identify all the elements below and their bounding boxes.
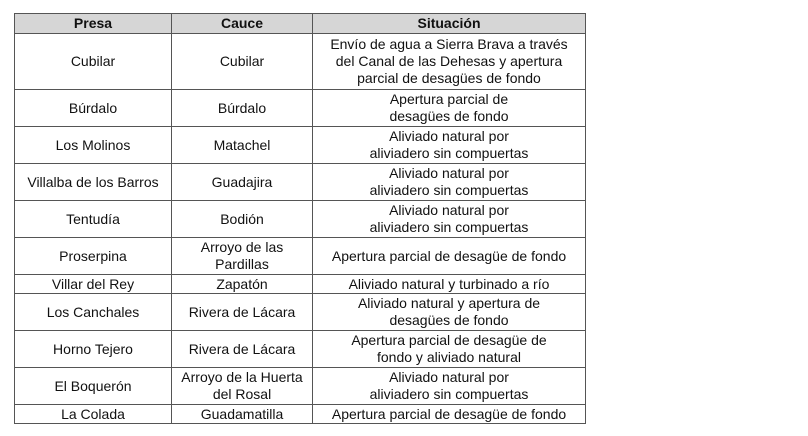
table-row (15, 164, 586, 201)
cell-cauce: Matachel (172, 127, 313, 164)
cell-cauce: Rivera de Lácara (172, 331, 313, 368)
table-row (15, 238, 586, 275)
header-cauce: Cauce (172, 14, 313, 34)
cell-cauce: Bodión (172, 201, 313, 238)
table-row (15, 201, 586, 238)
cell-situacion: Apertura parcial de desagüe de fondo (313, 405, 586, 424)
table-row (15, 127, 586, 164)
header-presa: Presa (15, 14, 172, 34)
dam-status-table (14, 13, 586, 424)
header-row (15, 14, 586, 34)
cell-situacion: Aliviado natural por aliviadero sin compuertas (313, 127, 586, 164)
cell-presa: Villar del Rey (15, 275, 172, 294)
cell-presa: Horno Tejero (15, 331, 172, 368)
cell-situacion: Apertura parcial de desagües de fondo (313, 90, 586, 127)
header-situacion: Situación (313, 14, 586, 34)
cell-presa: Tentudía (15, 201, 172, 238)
table-row (15, 90, 586, 127)
cell-situacion: Aliviado natural y apertura de desagües de fondo (313, 294, 586, 331)
cell-presa: Cubilar (15, 34, 172, 90)
table-row (15, 275, 586, 294)
table-row (15, 405, 586, 424)
cell-situacion: Envío de agua a Sierra Brava a través del Canal de las Dehesas y apertura parcial de desagües de fondo (313, 34, 586, 90)
cell-presa: Búrdalo (15, 90, 172, 127)
cell-cauce: Rivera de Lácara (172, 294, 313, 331)
cell-cauce: Zapatón (172, 275, 313, 294)
cell-cauce: Búrdalo (172, 90, 313, 127)
cell-situacion: Aliviado natural por aliviadero sin compuertas (313, 164, 586, 201)
cell-presa: Villalba de los Barros (15, 164, 172, 201)
cell-situacion: Aliviado natural por aliviadero sin compuertas (313, 201, 586, 238)
cell-cauce: Arroyo de la Huerta del Rosal (172, 368, 313, 405)
table-row (15, 368, 586, 405)
cell-situacion: Aliviado natural y turbinado a río (313, 275, 586, 294)
table-row (15, 331, 586, 368)
cell-presa: Los Molinos (15, 127, 172, 164)
cell-cauce: Guadajira (172, 164, 313, 201)
cell-situacion: Apertura parcial de desagüe de fondo y aliviado natural (313, 331, 586, 368)
cell-presa: El Boquerón (15, 368, 172, 405)
cell-presa: La Colada (15, 405, 172, 424)
cell-presa: Los Canchales (15, 294, 172, 331)
table-row (15, 294, 586, 331)
cell-cauce: Cubilar (172, 34, 313, 90)
table-row (15, 34, 586, 90)
cell-cauce: Arroyo de las Pardillas (172, 238, 313, 275)
cell-situacion: Aliviado natural por aliviadero sin compuertas (313, 368, 586, 405)
cell-situacion: Apertura parcial de desagüe de fondo (313, 238, 586, 275)
cell-presa: Proserpina (15, 238, 172, 275)
cell-cauce: Guadamatilla (172, 405, 313, 424)
